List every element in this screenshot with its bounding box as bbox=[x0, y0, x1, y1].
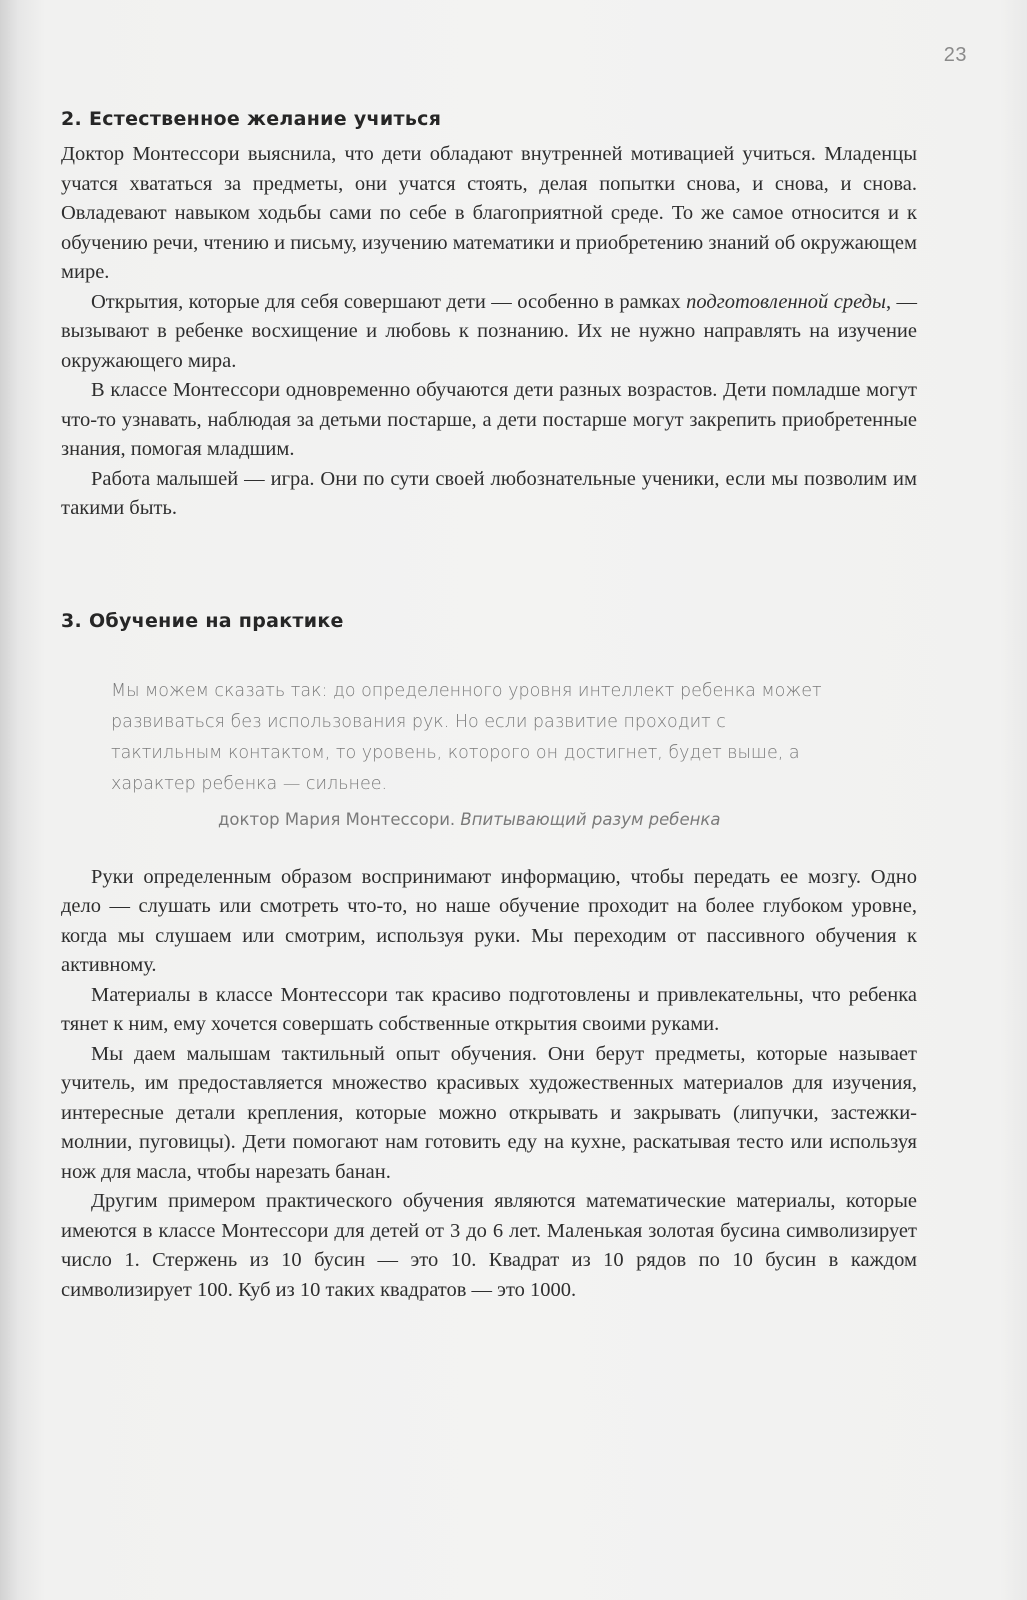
quote-attribution bbox=[218, 810, 831, 829]
quote-source-title: Впитывающий разум ребенка bbox=[460, 809, 721, 829]
emphasis-prepared-environment: подготовленной среды bbox=[686, 290, 886, 313]
quote-text: Мы можем сказать так: до определенного уровня интеллект ребенка может развиваться без использования рук. Но если развитие проходит с тактильным контактом, то уровень, которого он достигнет, будет выше, а характер ребенка — сильнее. bbox=[111, 680, 822, 794]
section-spacer bbox=[61, 524, 917, 610]
page-content bbox=[61, 108, 917, 1305]
paragraph-text: Открытия, которые для себя совершают дети — особенно в рамках bbox=[91, 290, 687, 313]
body-paragraph: Другим примером практического обучения являются математические материалы, которые имеются в классе Монтессори для детей от 3 до 6 лет. Маленькая золотая бусина символизирует число 1. Стержень из 10 бусин — это 10. Квадрат из 10 рядов по 10 бусин в каждом символизирует 100. Куб из 10 таких квадратов — это 1000. bbox=[61, 1190, 917, 1301]
body-paragraph: В классе Монтессори одновременно обучаются дети разных возрастов. Дети помладше могут что-то узнавать, наблюдая за детьми постарше, а дети постарше могут закрепить приобретенные знания, помогая младшим. bbox=[61, 379, 917, 460]
paragraph-text: Их не нужно направлять на изучение окружающего мира. bbox=[61, 320, 917, 372]
paragraph-text: , — вызывают в ребенке восхищение и любовь к познанию. bbox=[61, 290, 917, 342]
body-paragraph: Руки определенным образом воспринимают информацию, чтобы передать ее мозгу. Одно дело — слушать или смотреть что-то, но наше обучение проходит на более глубоком уровне, когда мы слушаем или смотрим, используя руки. Мы переходим от пассивного обучения к активному. bbox=[61, 865, 917, 976]
body-paragraph: Мы даем малышам тактильный опыт обучения. Они берут предметы, которые называет учитель, им предоставляется множество красивых художественных материалов для изучения, интересные детали крепления, которые можно открывать и закрывать (липучки, застежки-молнии, пуговицы). Дети помогают нам готовить еду на кухне, раскатывая тесто или используя нож для масла, чтобы нарезать банан. bbox=[61, 1042, 917, 1183]
epigraph-quote bbox=[111, 676, 831, 829]
quote-author: доктор Мария Монтессори. bbox=[218, 809, 461, 829]
section-heading-natural-desire: 2. Естественное желание учиться bbox=[61, 108, 442, 130]
body-paragraph: Работа малышей — игра. Они по сути своей любознательные ученики, если мы позволим им такими быть. bbox=[61, 467, 917, 519]
body-paragraph: Материалы в классе Монтессори так красиво подготовлены и привлекательны, что ребенка тянет к ним, ему хочется совершать собственные открытия своими руками. bbox=[61, 983, 917, 1035]
page-number: 23 bbox=[943, 44, 967, 66]
section-heading-hands-on-learning: 3. Обучение на практике bbox=[61, 609, 344, 632]
body-paragraph: Доктор Монтессори выяснила, что дети обладают внутренней мотивацией учиться. Младенцы учатся хвататься за предметы, они учатся стоять, делая попытки снова, и снова, и снова. Овладевают навыком ходьбы сами по себе в благоприятной среде. То же самое относится и к обучению речи, чтению и письму, изучению математики и приобретению знаний об окружающем мире. bbox=[61, 143, 917, 283]
body-paragraph-with-emphasis bbox=[61, 288, 917, 377]
